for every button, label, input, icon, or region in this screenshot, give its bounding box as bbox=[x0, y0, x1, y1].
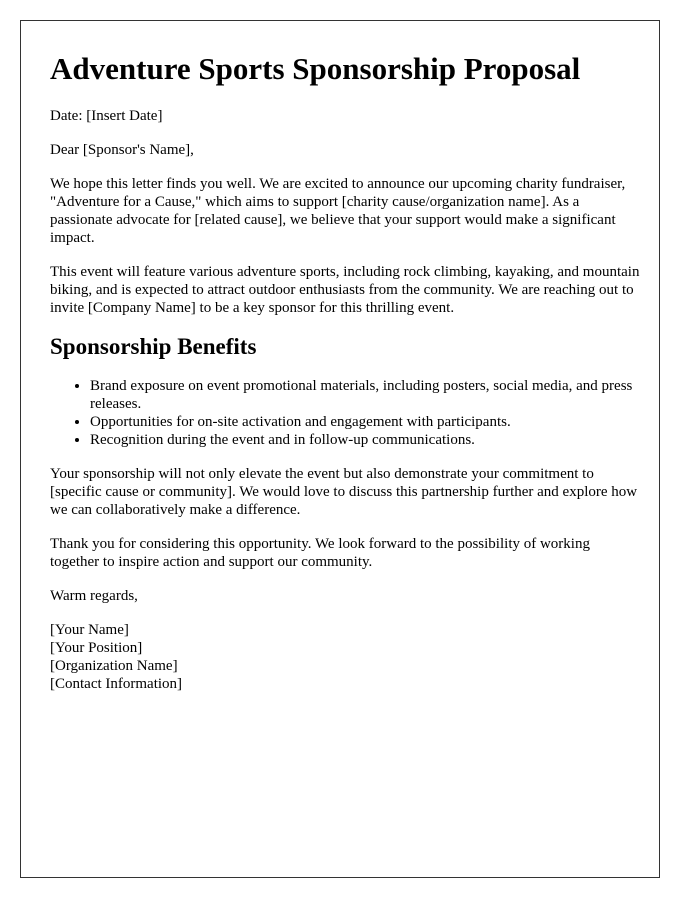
closing: Warm regards, bbox=[50, 588, 138, 604]
signature-name: [Your Name] bbox=[50, 622, 129, 638]
signature-contact: [Contact Information] bbox=[50, 676, 183, 692]
benefit-item: • Brand exposure on event promotional materials, including posters, social media, and press releases. bbox=[90, 377, 640, 413]
benefit-item: • Opportunities for on-site activation and engagement with participants. bbox=[90, 413, 640, 431]
signature-block bbox=[50, 621, 640, 693]
benefits-heading: Sponsorship Benefits bbox=[50, 334, 257, 359]
intro-paragraph: We hope this letter finds you well. We are excited to announce our upcoming charity fundraiser, "Adventure for a Cause," which aims to support [charity cause/organization name]. As a passionate advocate for [related cause], we believe that your support would make a significant impact. bbox=[50, 176, 626, 246]
letter-content bbox=[50, 49, 640, 693]
salutation: Dear [Sponsor's Name], bbox=[50, 142, 194, 158]
signature-position: [Your Position] bbox=[50, 640, 143, 656]
event-paragraph: This event will feature various adventure sports, including rock climbing, kayaking, and mountain biking, and is expected to attract outdoor enthusiasts from the community. We are reaching out to invite [Company Name] to be a key sponsor for this thrilling event. bbox=[50, 264, 640, 316]
signature-organization: [Organization Name] bbox=[50, 658, 178, 674]
benefit-item: • Recognition during the event and in follow-up communications. bbox=[90, 431, 640, 449]
letter-page bbox=[20, 20, 660, 878]
thanks-paragraph: Thank you for considering this opportunity. We look forward to the possibility of working together to inspire action and support our community. bbox=[50, 536, 590, 570]
commitment-paragraph: Your sponsorship will not only elevate the event but also demonstrate your commitment to [specific cause or community]. We would love to discuss this partnership further and explore how we can collaboratively make a difference. bbox=[50, 466, 638, 518]
date-line: Date: [Insert Date] bbox=[50, 108, 163, 124]
letter-title: Adventure Sports Sponsorship Proposal bbox=[50, 51, 581, 86]
benefits-list bbox=[50, 377, 640, 449]
